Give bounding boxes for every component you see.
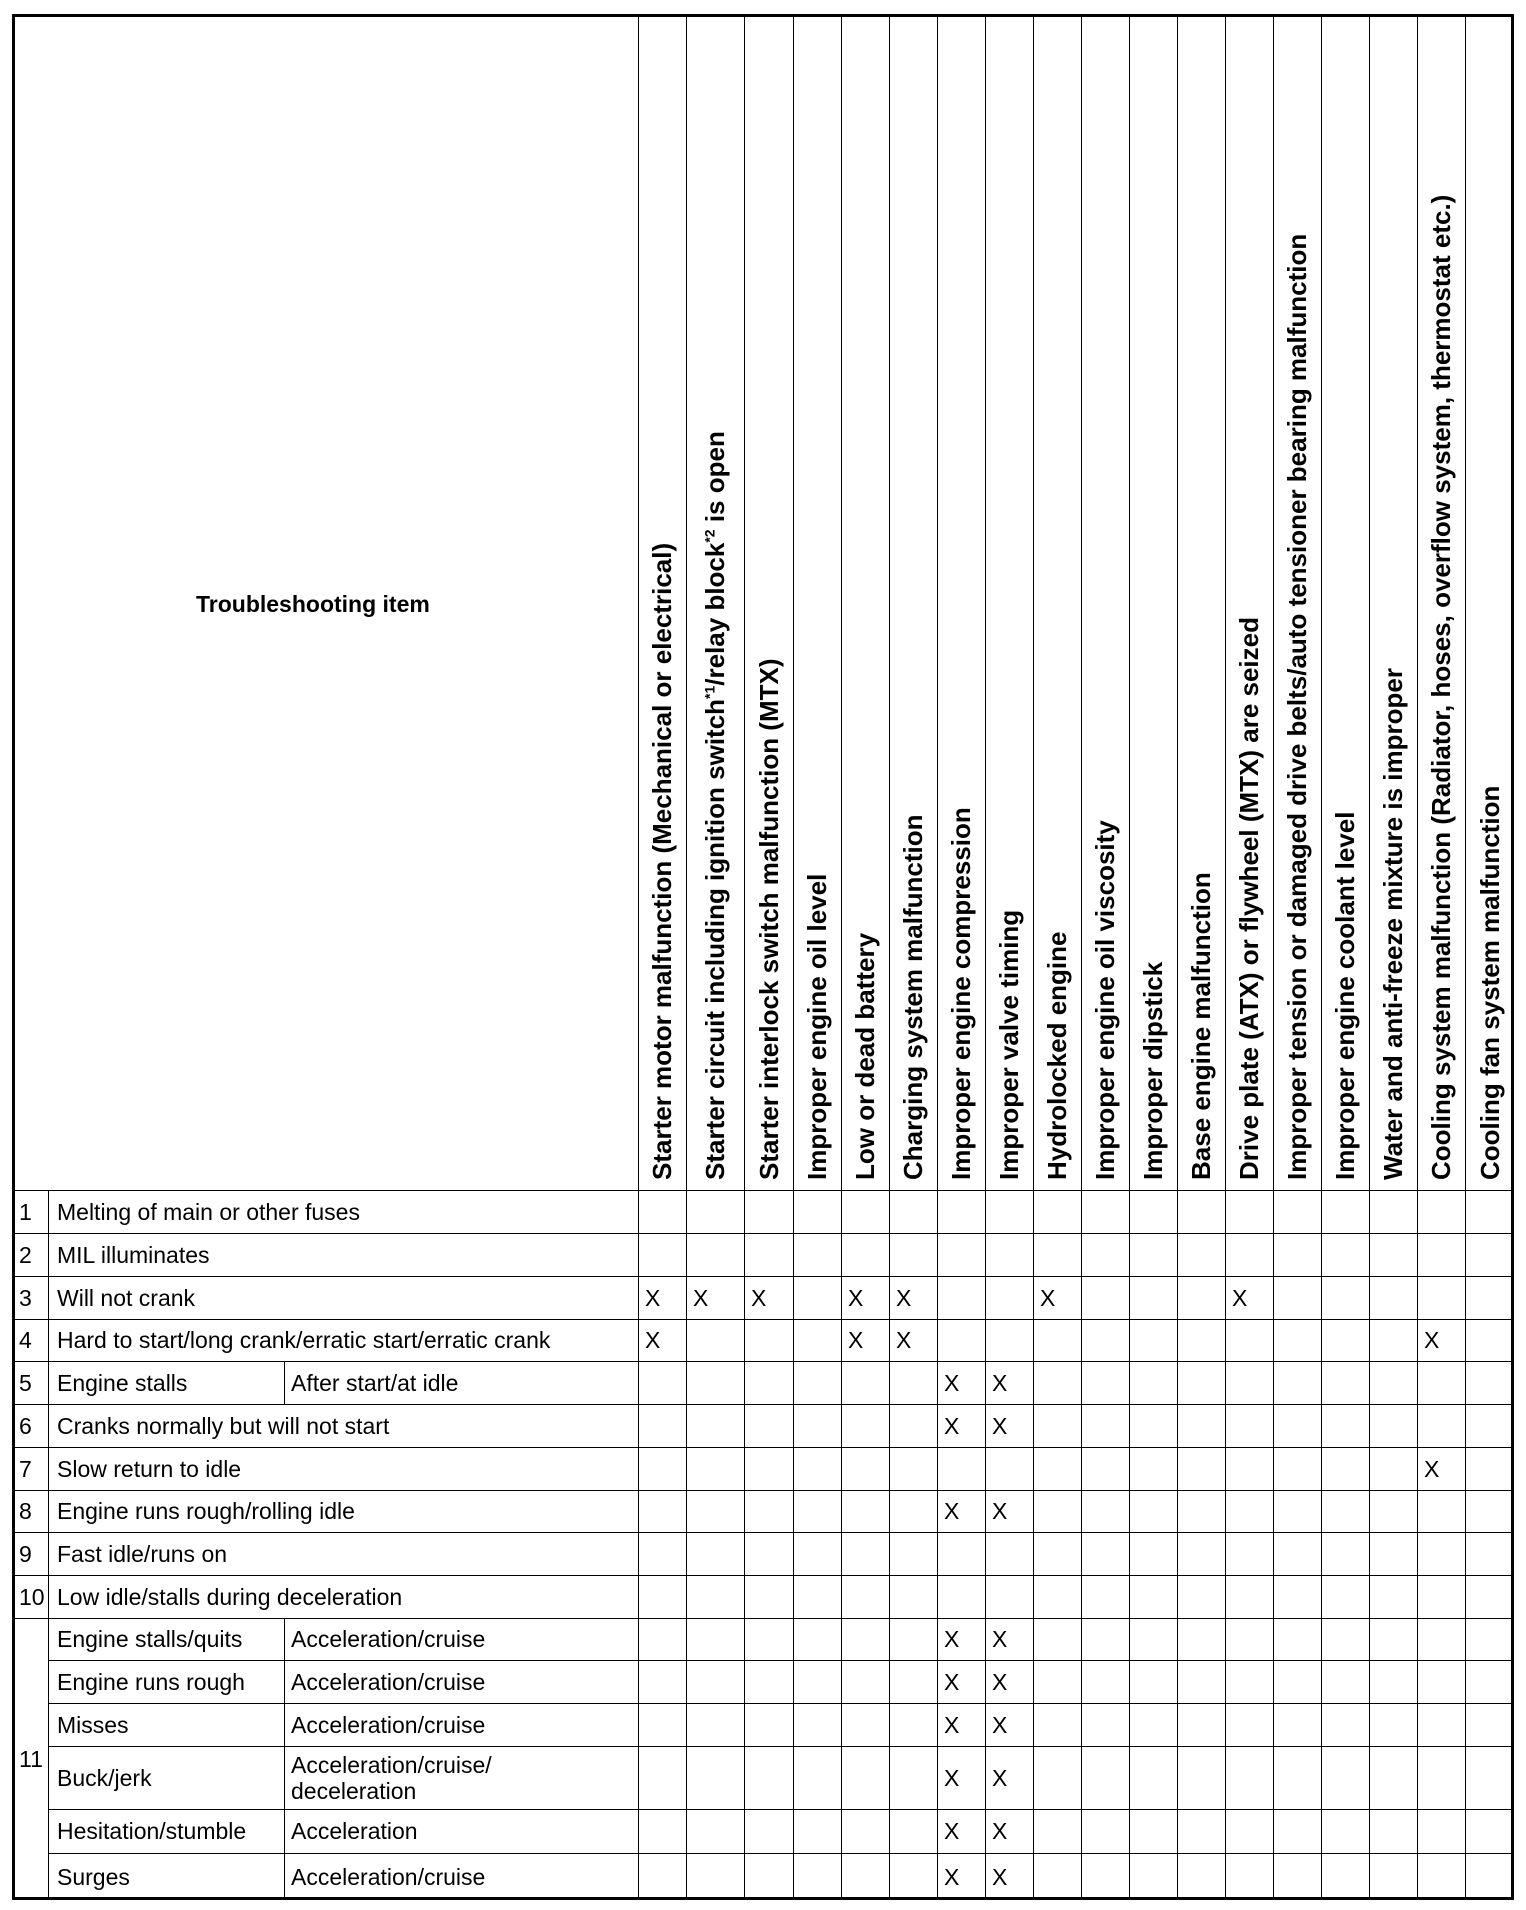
row-number: 6 [19,1412,32,1439]
x-mark: X [848,1327,864,1353]
row-item: Melting of main or other fuses [57,1198,360,1225]
row-number: 11 [19,1746,43,1772]
x-mark: X [992,1626,1008,1652]
x-mark: X [992,1711,1008,1738]
row-condition: Acceleration/cruise [291,1863,486,1890]
row-item: Fast idle/runs on [57,1540,228,1567]
row-item: Surges [57,1863,130,1890]
grid-line [12,1618,1514,1619]
row-number: 4 [19,1327,32,1353]
column-header: Charging system malfunction [898,814,928,1180]
column-header: Improper engine oil level [802,873,832,1180]
grid-line [48,1703,1514,1704]
column-header: Starter circuit including ignition switch$^{*1}$/relay block$^{*2}$ is open [700,431,730,1180]
x-mark: X [992,1818,1008,1844]
x-mark: X [944,1626,960,1652]
row-condition: Acceleration/cruise [291,1626,486,1652]
x-mark: X [645,1284,661,1311]
row-number: 10 [19,1583,45,1610]
row-number: 8 [19,1498,32,1524]
x-mark: X [1232,1284,1248,1311]
header-title: Troubleshooting item [196,591,430,617]
grid-line [12,1575,1514,1576]
row-item: Cranks normally but will not start [57,1412,390,1439]
row-item: Hard to start/long crank/erratic start/erratic crank [57,1327,551,1353]
row-number: 1 [19,1198,32,1225]
row-item: Engine runs rough [57,1668,245,1695]
column-header: Starter interlock switch malfunction (MTX) [753,658,784,1180]
x-mark: X [944,1818,960,1844]
grid-line [12,1361,1514,1362]
row-item: Engine stalls/quits [57,1626,243,1652]
row-item: MIL illuminates [57,1241,210,1268]
column-header: Improper valve timing [994,909,1024,1180]
x-mark: X [992,1498,1008,1524]
x-mark: X [992,1369,1008,1396]
x-mark: X [944,1412,960,1439]
row-item: Hesitation/stumble [57,1818,247,1844]
column-header: Improper engine compression [946,807,976,1180]
row-number: 2 [19,1241,32,1268]
column-header: Base engine malfunction [1186,872,1216,1180]
grid-line [12,1532,1514,1533]
x-mark: X [944,1369,960,1396]
row-item: Misses [57,1711,129,1738]
grid-line [284,1660,285,1703]
x-mark: X [1040,1284,1056,1311]
grid-line [48,1809,1514,1810]
grid-line [12,1404,1514,1405]
x-mark: X [896,1327,912,1353]
row-condition: Acceleration/cruise/ deceleration [291,1751,492,1804]
x-mark: X [848,1284,864,1311]
column-header: Starter motor malfunction (Mechanical or electrical) [647,542,677,1180]
row-number: 7 [19,1455,32,1482]
grid-line [12,1490,1514,1491]
row-condition: Acceleration/cruise [291,1711,486,1738]
row-condition: Acceleration/cruise [291,1668,486,1695]
x-mark: X [645,1327,661,1353]
x-mark: X [944,1668,960,1695]
grid-line [48,1853,1514,1854]
grid-line [284,1853,285,1900]
row-number: 5 [19,1369,32,1396]
x-mark: X [944,1764,960,1791]
x-mark: X [693,1284,709,1311]
column-header: Improper dipstick [1138,961,1168,1180]
grid-line [284,1618,285,1660]
grid-line [12,1190,1514,1191]
row-item: Slow return to idle [57,1455,242,1482]
x-mark: X [992,1764,1008,1791]
column-header: Water and anti-freeze mixture is improper [1378,668,1408,1180]
grid-line [12,1233,1514,1234]
grid-line [48,1660,1514,1661]
row-item: Engine stalls [57,1369,188,1396]
grid-line [12,1319,1514,1320]
row-condition: After start/at idle [291,1369,459,1396]
x-mark: X [944,1863,960,1890]
row-item: Will not crank [57,1284,196,1311]
grid-line [48,1190,49,1900]
column-header: Improper engine oil viscosity [1090,820,1120,1180]
x-mark: X [1424,1455,1440,1482]
x-mark: X [992,1412,1008,1439]
column-header: Hydrolocked engine [1042,931,1072,1180]
x-mark: X [896,1284,912,1311]
row-item: Low idle/stalls during deceleration [57,1583,403,1610]
grid-line [12,1447,1514,1448]
column-header: Low or dead battery [850,932,880,1180]
row-condition: Acceleration [291,1818,418,1844]
column-header: Cooling fan system malfunction [1474,785,1505,1180]
x-mark: X [751,1284,767,1311]
column-header: Drive plate (ATX) or flywheel (MTX) are seized [1234,617,1264,1180]
column-header: Improper tension or damaged drive belts/auto tensioner bearing malfunction [1282,233,1312,1180]
grid-line [284,1809,285,1853]
grid-line [284,1703,285,1746]
row-number: 3 [19,1284,32,1311]
x-mark: X [1424,1327,1440,1353]
column-header: Cooling system malfunction (Radiator, hoses, overflow system, thermostat etc.) [1426,194,1456,1180]
row-number: 9 [19,1540,32,1567]
x-mark: X [944,1498,960,1524]
grid-line [284,1746,285,1809]
grid-line [284,1361,285,1404]
x-mark: X [992,1863,1008,1890]
column-header: Improper engine coolant level [1330,811,1360,1180]
x-mark: X [992,1668,1008,1695]
row-item: Engine runs rough/rolling idle [57,1498,355,1524]
grid-line [48,1746,1514,1747]
grid-line [12,1276,1514,1277]
row-item: Buck/jerk [57,1764,152,1791]
x-mark: X [944,1711,960,1738]
